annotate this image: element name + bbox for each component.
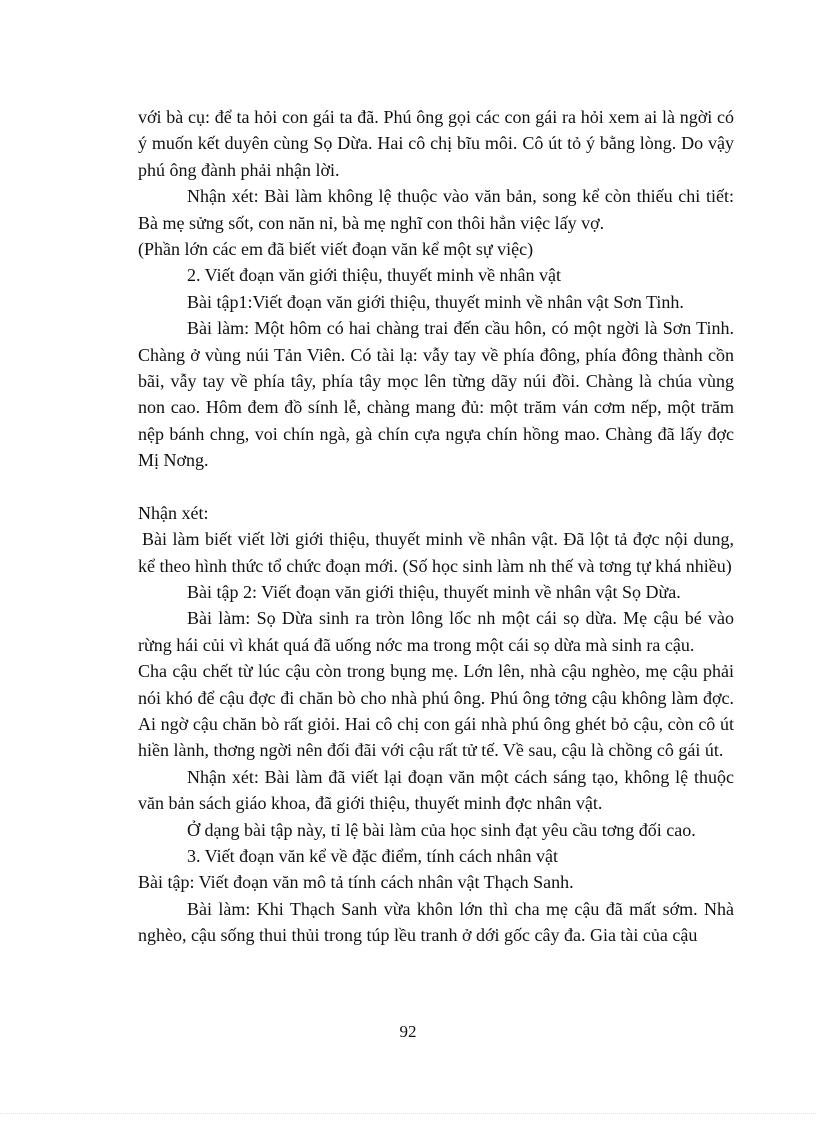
exercise-3-title: Bài tập: Viết đoạn văn mô tả tính cách nhân vật Thạch Sanh. (138, 872, 574, 893)
exercise-2-answer: Bài làm: Sọ Dừa sinh ra tròn lông lốc nh một cái sọ dừa. Mẹ cậu bé vào rừng hái củi vì khát quá đã uống nớc ma trong một cái sọ dừa mà sinh ra cậu. (138, 608, 734, 655)
comment-label: Nhận xét: (138, 502, 209, 523)
document-body (138, 104, 734, 949)
section-heading-3: 3. Viết đoạn văn kể về đặc điểm, tính cách nhân vật (187, 845, 558, 866)
page-number: 92 (399, 1022, 417, 1041)
blank-line (138, 474, 734, 500)
paragraph-note-1: (Phần lớn các em đã biết viết đoạn văn kể một sự việc) (138, 239, 534, 260)
exercise-1-answer: Bài làm: Một hôm có hai chàng trai đến cầu hôn, có một ngời là Sơn Tinh. Chàng ở vùng núi Tản Viên. Có tài lạ: vẫy tay về phía đông, phía đông thành cồn bãi, vẫy tay về phía tây, phía tây mọc lên từng dãy núi đồi. Chàng là chúa vùng non cao. Hôm đem đồ sính lễ, chàng mang đủ: một trăm ván cơm nếp, một trăm nệp bánh chng, voi chín ngà, gà chín cựa ngựa chín hồng mao. Chàng đã lấy đợc Mị Nơng. (138, 318, 734, 471)
paragraph-result-note: Ở dạng bài tập này, tỉ lệ bài làm của học sinh đạt yêu cầu tơng đối cao. (187, 819, 696, 840)
exercise-2-title: Bài tập 2: Viết đoạn văn giới thiệu, thuyết minh về nhân vật Sọ Dừa. (187, 581, 681, 602)
paragraph-comment-3: Nhận xét: Bài làm đã viết lại đoạn văn một cách sáng tạo, không lệ thuộc văn bản sách giáo khoa, đã giới thiệu, thuyết minh đợc nhân vật. (138, 766, 734, 814)
paragraph-phu-ong-consent: với bà cụ: để ta hỏi con gái ta đã. Phú ông gọi các con gái ra hỏi xem ai là ngời có ý muốn kết duyên cùng Sọ Dừa. Hai cô chị bĩu môi. Cô út tỏ ý bằng lòng. Do vậy phú ông đành phải nhận lời. (138, 107, 734, 180)
exercise-1-title: Bài tập1:Viết đoạn văn giới thiệu, thuyết minh về nhân vật Sơn Tinh. (187, 291, 684, 312)
paragraph-comment-2: Bài làm biết viết lời giới thiệu, thuyết minh về nhân vật. Đã lột tả đợc nội dung, kể theo hình thức tổ chức đoạn mới. (Số học sinh làm nh thế và tơng tự khá nhiều) (138, 529, 734, 576)
paragraph-comment-1: Nhận xét: Bài làm không lệ thuộc vào văn bản, song kể còn thiếu chi tiết: Bà mẹ sửng sốt, con năn nỉ, bà mẹ nghĩ con thôi hẳn việc lấy vợ. (138, 186, 734, 233)
exercise-3-answer: Bài làm: Khi Thạch Sanh vừa khôn lớn thì cha mẹ cậu đã mất sớm. Nhà nghèo, cậu sống thui thủi trong túp lều tranh ở dới gốc cây đa. Gia tài của cậu (138, 898, 734, 946)
exercise-2-answer-continued: Cha cậu chết từ lúc cậu còn trong bụng mẹ. Lớn lên, nhà cậu nghèo, mẹ cậu phải nói khó để cậu đợc đi chăn bò cho nhà phú ông. Phú ông tởng cậu không làm đợc. Ai ngờ cậu chăn bò rất giỏi. Hai cô chị con gái nhà phú ông ghét bỏ cậu, còn cô út hiền lành, thơng ngời nên đối đãi với cậu rất tử tế. Về sau, cậu là chồng cô gái út. (138, 661, 734, 761)
section-heading-2: 2. Viết đoạn văn giới thiệu, thuyết minh về nhân vật (187, 265, 562, 286)
page-bottom-divider (0, 1113, 816, 1114)
